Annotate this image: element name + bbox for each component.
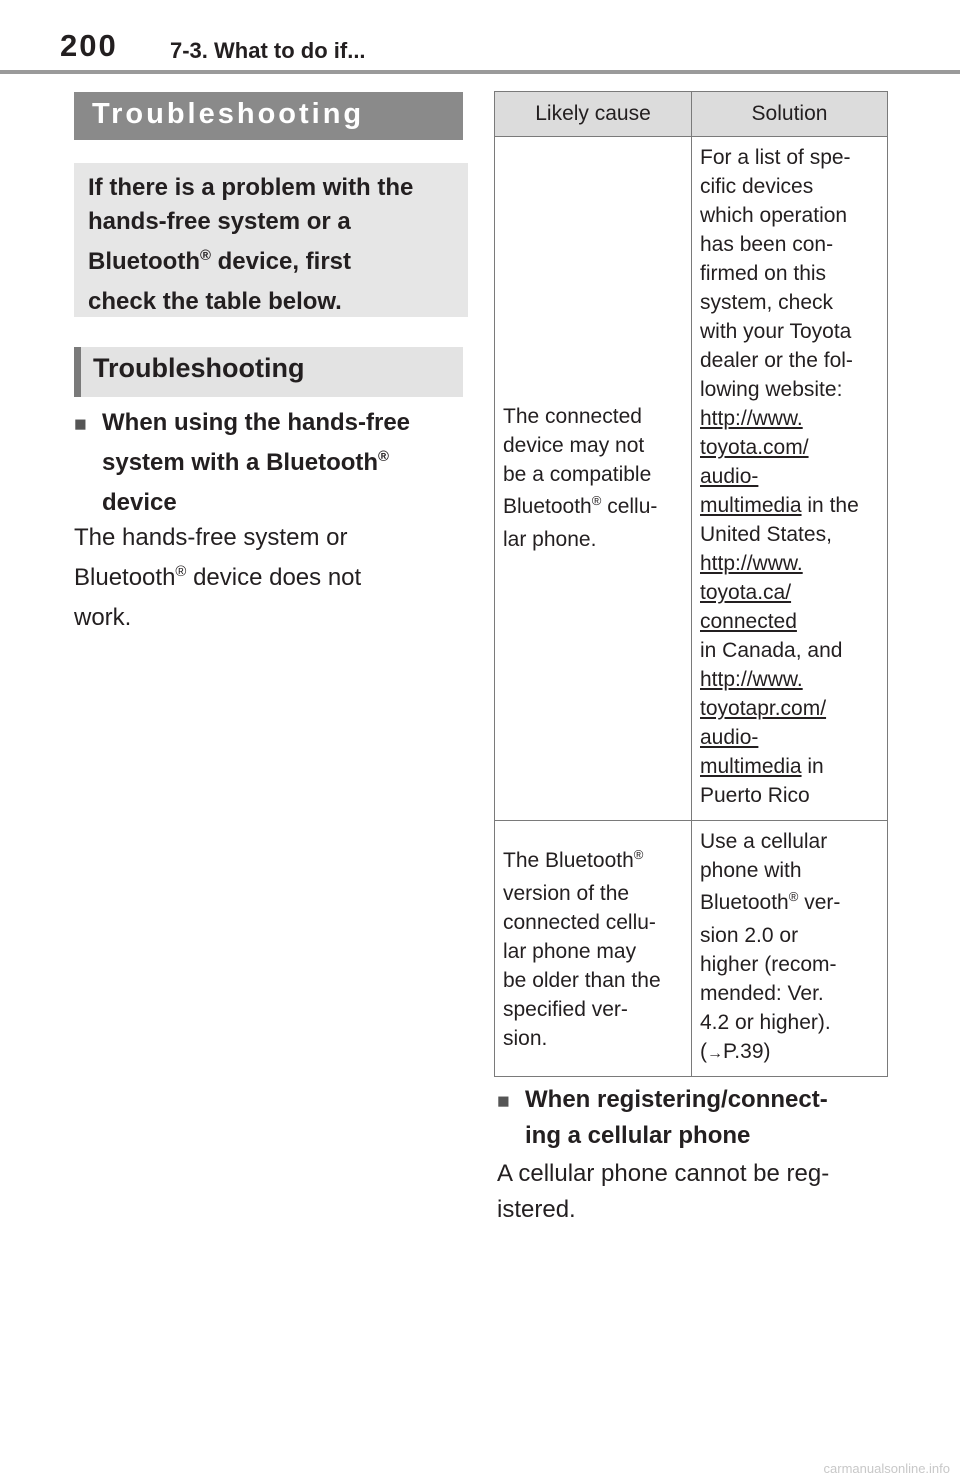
website-link-canada[interactable]: connected [700,610,797,633]
table-header-row [495,92,888,137]
title-band [74,92,463,140]
website-link-us[interactable]: http://www. [700,407,803,430]
item-description-registering: A cellular phone cannot be reg- istered. [497,1160,830,1223]
website-link-canada[interactable]: http://www. [700,552,803,575]
page-reference[interactable]: P.39) [723,1040,771,1063]
watermark: carmanualsonline.info [823,1461,950,1476]
header-rule [0,70,960,74]
likely-cause-cell: The Bluetooth® version of the connected cellu- lar phone may be older than the specified ver- sion. [495,821,692,1077]
website-link-us[interactable]: toyota.com/ [700,436,809,459]
website-link-us[interactable]: audio- [700,465,759,488]
bullet-square-icon: ■ [74,413,87,436]
band-title: Troubleshooting [92,98,365,130]
website-link-puerto-rico[interactable]: multimedia [700,755,802,778]
website-link-puerto-rico[interactable]: audio- [700,726,759,749]
website-link-us[interactable]: multimedia [700,494,802,517]
subheading [74,347,463,397]
solution-cell: Use a cellular phone with Bluetooth® ver- sion 2.0 or higher (recom- mended: Ver. 4.2 or higher). (→P.39) [692,821,888,1077]
bullet-square-icon: ■ [497,1090,510,1113]
item-heading-registering: ■ When registering/connect- ing a cellular phone [497,1086,828,1149]
subheading-bar [74,347,81,397]
troubleshooting-table [494,91,888,1077]
notice-line: If there is a problem with the [88,174,414,201]
website-link-canada[interactable]: toyota.ca/ [700,581,792,604]
page-number: 200 [60,28,118,63]
notice-line: Bluetooth® device, first [88,248,352,275]
section-title: 7-3. What to do if... [170,38,366,63]
table-row [495,821,888,1077]
page-header [0,0,960,76]
item-description-handsfree: The hands-free system or Bluetooth® device does not work. [74,524,362,631]
notice-line: check the table below. [88,288,342,315]
notice-line: hands-free system or a [88,208,351,235]
arrow-right-icon: → [707,1045,723,1062]
notice-box [74,163,468,317]
subheading-title: Troubleshooting [93,353,305,383]
table-row [495,137,888,821]
website-link-puerto-rico[interactable]: toyotapr.com/ [700,697,827,720]
column-header: Solution [692,92,888,137]
solution-cell: For a list of spe- cific devices which operation has been con- firmed on this system, check with your Toyota dealer or the fol- lowing website: http://www. toyota.com/ audio- multimedia in the United States, http://www. toyota.ca/ connected in Canada, and http://www. toyotapr.com/ audio- multimedia in Puerto Rico [692,137,888,821]
item-heading-handsfree: ■ When using the hands-free system with a Bluetooth® device [74,409,411,516]
website-link-puerto-rico[interactable]: http://www. [700,668,803,691]
column-header: Likely cause [495,92,692,137]
likely-cause-cell: The connected device may not be a compatible Bluetooth® cellu- lar phone. [495,137,692,821]
